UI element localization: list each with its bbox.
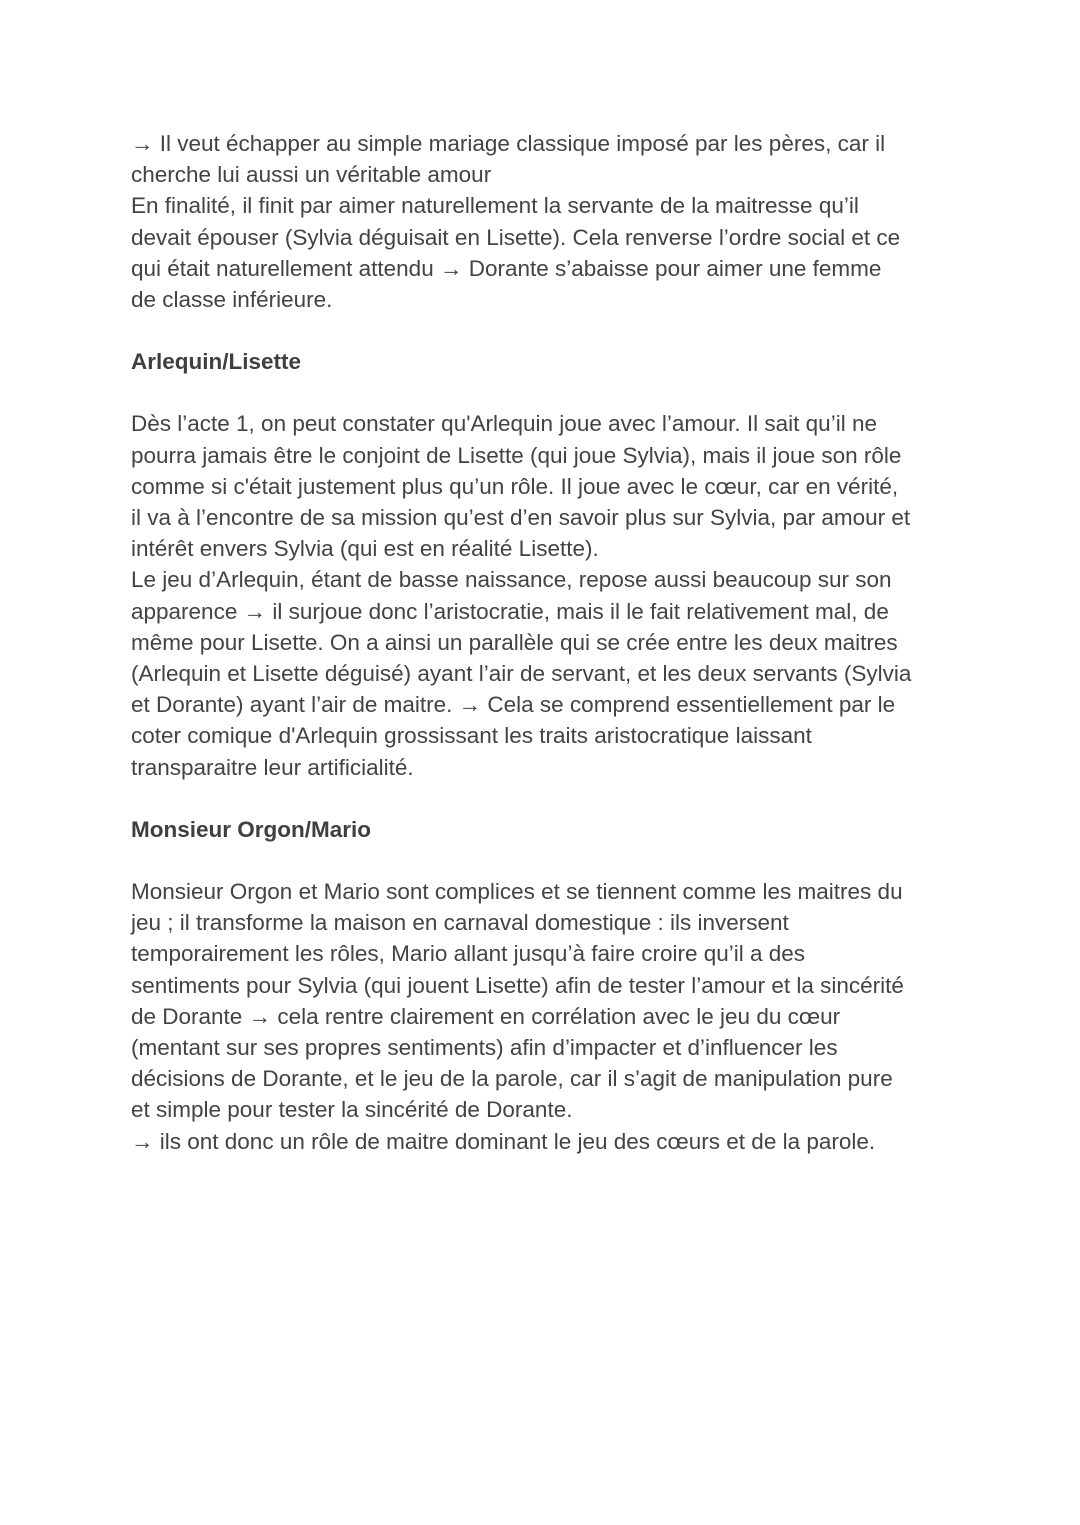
heading-orgon-mario: Monsieur Orgon/Mario [131, 816, 372, 842]
paragraph-arlequin-lisette: Dès l’acte 1, on peut constater qu'Arlequin joue avec l’amour. Il sait qu’il ne pourra jamais être le conjoint de Lisette (qui joue Sylvia), mais il joue son rôle comme si c'était justement plus qu’un rôle. Il joue avec le cœur, car en vérité, il va à l’encontre de sa mission qu’est d’en savoir plus sur Sylvia, par amour et intérêt envers Sylvia (qui est en réalité Lisette). Le jeu d’Arlequin, étant de basse naissance, repose aussi beaucoup sur son apparence → il surjoue donc l’aristocratie, mais il le fait relativement mal, de même pour Lisette. On a ainsi un parallèle qui se crée entre les deux maitres (Arlequin et Lisette déguisé) ayant l’air de servant, et les deux servants (Sylvia et Dorante) ayant l’air de maitre. → Cela se comprend essentiellement par le coter comique d'Arlequin grossissant les traits aristocratique laissant transparaitre leur artificialité. [131, 411, 912, 780]
intro-paragraph: → Il veut échapper au simple mariage classique imposé par les pères, car il cherche lui aussi un véritable amour En finalité, il finit par aimer naturellement la servante de la maitresse qu’il devait épouser (Sylvia déguisait en Lisette). Cela renverse l’ordre social et ce qui était naturellement attendu → Dorante s’abaisse pour aimer une femme de classe inférieure. [131, 131, 901, 313]
paragraph-orgon-mario: Monsieur Orgon et Mario sont complices et se tiennent comme les maitres du jeu ; il transforme la maison en carnaval domestique : ils inversent temporairement les rôles, Mario allant jusqu’à faire croire qu’il a des sentiments pour Sylvia (qui jouent Lisette) afin de tester l’amour et la sincérité de Dorante → cela rentre clairement en corrélation avec le jeu du cœur (mentant sur ses propres sentiments) afin d’impacter et d’influencer les décisions de Dorante, et le jeu de la parole, car il s’agit de manipulation pure et simple pour tester la sincérité de Dorante. → ils ont donc un rôle de maitre dominant le jeu des cœurs et de la parole. [131, 879, 904, 1154]
document-page [131, 128, 961, 1157]
heading-arlequin-lisette: Arlequin/Lisette [131, 349, 302, 375]
